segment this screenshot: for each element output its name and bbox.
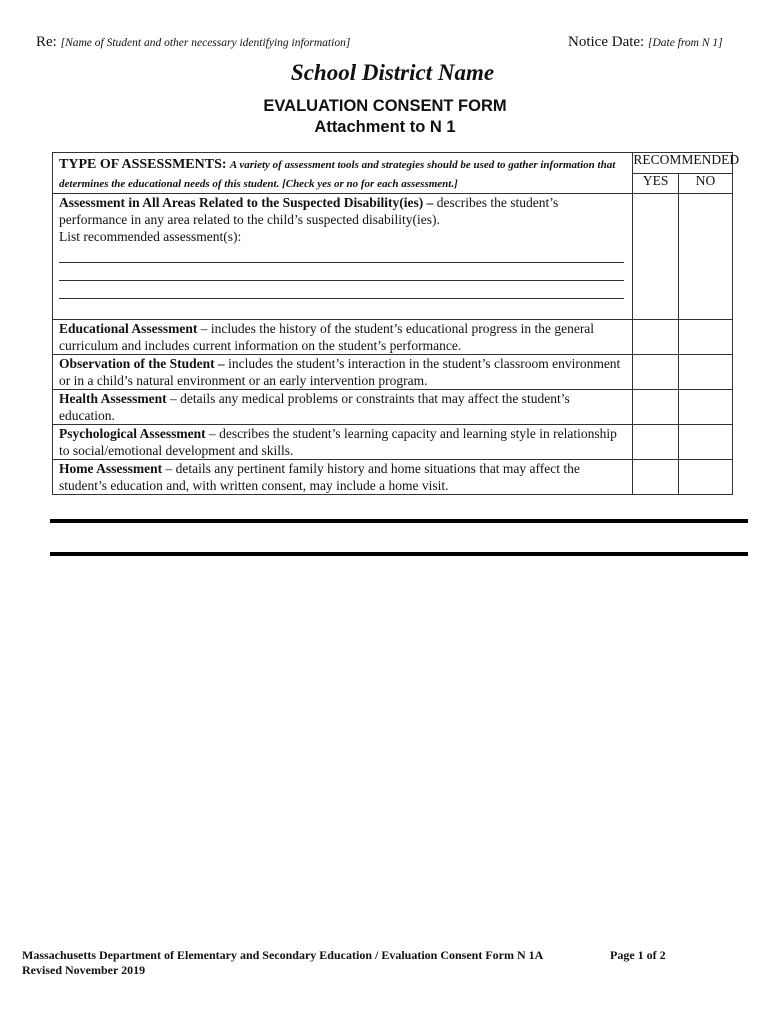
recommended-header: RECOMMENDED [633,153,733,174]
assessment-desc: includes the student’s interaction in the student’s classroom environment or in a child’s natural environment or an early intervention program. [59,356,621,388]
district-name: School District Name [290,60,495,85]
assessment-cell [53,390,633,425]
assessment-desc: – describes the student’s learning capacity and learning style in relationship to social/emotional development and skills. [59,426,617,458]
divider-rule [50,519,748,523]
assessment-cell [53,355,633,390]
re-line [36,34,350,51]
no-checkbox[interactable] [678,355,732,390]
yes-checkbox[interactable] [633,355,679,390]
table-row [53,320,733,355]
page-number: Page 1 of 2 [610,948,666,962]
footer-department: Massachusetts Department of Elementary and Secondary Education / Evaluation Consent Form N 1A [22,948,544,962]
type-header-cell [53,153,633,194]
notice-date [568,34,723,51]
table-row [53,390,733,425]
blank-line[interactable] [59,245,624,263]
no-checkbox[interactable] [678,425,732,460]
assessment-desc: describes the student’s performance in any area related to the child’s suspected disability(ies). [59,195,559,227]
blank-line[interactable] [59,263,624,281]
assessment-desc: – details any pertinent family history and home situations that may affect the student’s education and, with written consent, may include a home visit. [59,461,580,493]
yes-checkbox[interactable] [633,320,679,355]
no-header: NO [678,173,732,194]
no-checkbox[interactable] [678,194,732,320]
notice-date-label: Notice Date: [568,34,645,50]
table-row [53,460,733,495]
list-label: List recommended assessment(s): [59,229,242,244]
form-title-block [0,96,770,138]
blank-line[interactable] [59,281,624,299]
yes-checkbox[interactable] [633,390,679,425]
assessment-cell [53,194,633,320]
assessment-cell [53,460,633,495]
type-note: A variety of assessment tools and strategies should be used to gather information that determines the educational needs of this student. [Check yes or no for each assessment.] [59,159,616,190]
no-checkbox[interactable] [678,460,732,495]
table-row [53,425,733,460]
assessment-title: Observation of the Student – [59,356,225,371]
assessment-desc: – includes the history of the student’s educational progress in the general curriculum and includes current information on the student’s performance. [59,321,595,353]
assessment-table [52,152,740,495]
table-row [53,355,733,390]
assessment-title: Health Assessment [59,391,167,406]
no-checkbox[interactable] [678,320,732,355]
notice-date-placeholder[interactable]: [Date from N 1] [647,37,723,49]
yes-header: YES [633,173,679,194]
table-row [53,194,733,320]
yes-checkbox[interactable] [633,460,679,495]
divider-rule [50,552,748,556]
yes-checkbox[interactable] [633,194,679,320]
type-heading: TYPE OF ASSESSMENTS: [59,157,227,172]
assessment-cell [53,320,633,355]
footer [22,948,543,978]
assessment-cell [53,425,633,460]
form-title: EVALUATION CONSENT FORM [263,97,507,115]
assessment-title: Educational Assessment [59,321,198,336]
assessment-title: Assessment in All Areas Related to the Suspected Disability(ies) – [59,195,434,210]
assessment-desc: – details any medical problems or constraints that may affect the student’s education. [59,391,570,423]
yes-checkbox[interactable] [633,425,679,460]
no-checkbox[interactable] [678,390,732,425]
assessment-title: Psychological Assessment [59,426,206,441]
student-name-placeholder[interactable]: [Name of Student and other necessary identifying information] [60,37,351,49]
footer-revised: Revised November 2019 [22,963,146,977]
form-subtitle: Attachment to N 1 [314,118,456,136]
assessment-title: Home Assessment [59,461,163,476]
re-label: Re: [36,34,57,50]
